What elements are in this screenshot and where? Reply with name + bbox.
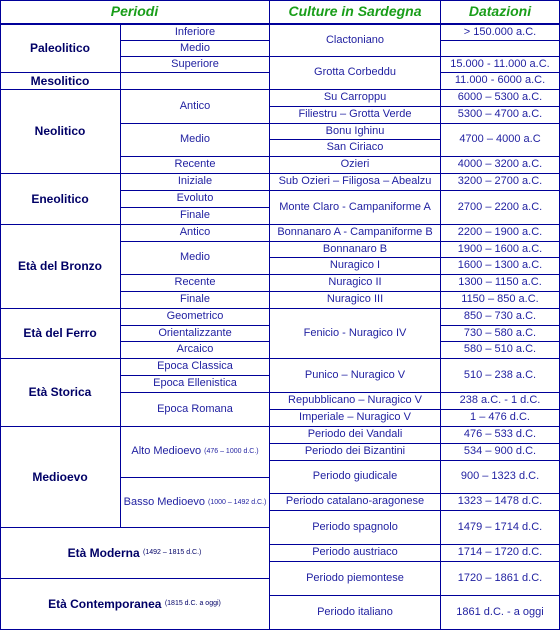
date-cell: 5300 – 4700 a.C. bbox=[441, 107, 560, 124]
culture-cell: Fenicio - Nuragico IV bbox=[270, 309, 441, 359]
subperiod-cell: Epoca Classica bbox=[121, 359, 270, 376]
culture-cell: San Ciriaco bbox=[270, 140, 441, 157]
period-bronzo: Età del Bronzo bbox=[0, 225, 121, 309]
subperiod-cell: Arcaico bbox=[121, 342, 270, 359]
date-cell: 238 a.C. - 1 d.C. bbox=[441, 393, 560, 410]
header-periodi: Periodi bbox=[0, 0, 270, 25]
subperiod-label: Basso Medioevo bbox=[123, 495, 205, 508]
date-cell: 476 – 533 d.C. bbox=[441, 427, 560, 444]
culture-cell: Periodo catalano-aragonese bbox=[270, 494, 441, 511]
subperiod-cell: Antico bbox=[121, 90, 270, 124]
culture-cell: Sub Ozieri – Filigosa – Abealzu bbox=[270, 174, 441, 191]
subperiod-cell: Superiore bbox=[121, 57, 270, 73]
culture-cell: Repubblicano – Nuragico V bbox=[270, 393, 441, 410]
period-storica: Età Storica bbox=[0, 359, 121, 427]
subperiod-cell: Medio bbox=[121, 242, 270, 275]
subperiod-cell: Medio bbox=[121, 124, 270, 157]
subperiod-cell: Epoca Ellenistica bbox=[121, 376, 270, 393]
date-cell: 2200 – 1900 a.C. bbox=[441, 225, 560, 242]
subperiod-cell: Epoca Romana bbox=[121, 393, 270, 427]
date-cell: 580 – 510 a.C. bbox=[441, 342, 560, 359]
period-neolitico: Neolitico bbox=[0, 90, 121, 174]
subperiod-alto-medioevo bbox=[121, 427, 270, 478]
culture-cell: Periodo austriaco bbox=[270, 545, 441, 562]
subperiod-basso-medioevo bbox=[121, 478, 270, 528]
culture-cell: Periodo spagnolo bbox=[270, 511, 441, 545]
culture-cell: Clactoniano bbox=[270, 25, 441, 57]
date-cell: 1150 – 850 a.C. bbox=[441, 292, 560, 309]
period-range: (1815 d.C. a oggi) bbox=[164, 600, 221, 608]
culture-cell: Punico – Nuragico V bbox=[270, 359, 441, 393]
date-cell: 1323 – 1478 d.C. bbox=[441, 494, 560, 511]
culture-cell: Bonnanaro B bbox=[270, 242, 441, 258]
period-moderna bbox=[0, 528, 270, 579]
culture-cell: Ozieri bbox=[270, 157, 441, 174]
period-mesolitico: Mesolitico bbox=[0, 73, 121, 90]
date-cell: 510 – 238 a.C. bbox=[441, 359, 560, 393]
subperiod-cell: Finale bbox=[121, 208, 270, 225]
date-cell: 1900 – 1600 a.C. bbox=[441, 242, 560, 258]
period-contemporanea bbox=[0, 579, 270, 630]
culture-cell: Nuragico III bbox=[270, 292, 441, 309]
date-cell: 1720 – 1861 d.C. bbox=[441, 562, 560, 596]
subperiod-range: (1000 – 1492 d.C.) bbox=[208, 498, 267, 506]
date-cell: 900 – 1323 d.C. bbox=[441, 461, 560, 494]
culture-cell: Su Carroppu bbox=[270, 90, 441, 107]
subperiod-cell: Medio bbox=[121, 41, 270, 57]
culture-cell: Periodo dei Bizantini bbox=[270, 444, 441, 461]
date-cell: 4700 – 4000 a.C bbox=[441, 124, 560, 157]
culture-cell: Periodo piemontese bbox=[270, 562, 441, 596]
subperiod-label: Alto Medioevo bbox=[131, 445, 202, 458]
subperiod-range: (476 – 1000 d.C.) bbox=[204, 448, 259, 456]
date-cell: 1861 d.C. - a oggi bbox=[441, 596, 560, 630]
period-eneolitico: Eneolitico bbox=[0, 174, 121, 225]
date-cell: 1600 – 1300 a.C. bbox=[441, 258, 560, 275]
culture-cell: Filiestru – Grotta Verde bbox=[270, 107, 441, 124]
culture-cell: Nuragico II bbox=[270, 275, 441, 292]
date-cell: 1 – 476 d.C. bbox=[441, 410, 560, 427]
culture-cell: Bonnanaro A - Campaniforme B bbox=[270, 225, 441, 242]
subperiod-cell: Antico bbox=[121, 225, 270, 242]
subperiod-cell: Iniziale bbox=[121, 174, 270, 191]
subperiod-cell: Finale bbox=[121, 292, 270, 309]
period-label: Età Moderna bbox=[67, 545, 140, 560]
date-cell: 15.000 - 11.000 a.C. bbox=[441, 57, 560, 73]
period-label: Età Contemporanea bbox=[48, 596, 162, 611]
subperiod-cell: Inferiore bbox=[121, 25, 270, 41]
subperiod-cell: Evoluto bbox=[121, 191, 270, 208]
date-cell: 534 – 900 d.C. bbox=[441, 444, 560, 461]
date-cell: 1300 – 1150 a.C. bbox=[441, 275, 560, 292]
date-cell: 11.000 - 6000 a.C. bbox=[441, 73, 560, 90]
subperiod-cell-empty bbox=[121, 73, 270, 90]
date-cell: > 150.000 a.C. bbox=[441, 25, 560, 41]
culture-cell: Imperiale – Nuragico V bbox=[270, 410, 441, 427]
subperiod-cell: Recente bbox=[121, 157, 270, 174]
subperiod-cell: Geometrico bbox=[121, 309, 270, 326]
header-datazioni: Datazioni bbox=[441, 0, 560, 25]
period-paleolitico: Paleolitico bbox=[0, 25, 121, 73]
culture-cell: Periodo dei Vandali bbox=[270, 427, 441, 444]
date-cell: 850 – 730 a.C. bbox=[441, 309, 560, 326]
period-medioevo: Medioevo bbox=[0, 427, 121, 528]
date-cell: 1479 – 1714 d.C. bbox=[441, 511, 560, 545]
date-cell-empty bbox=[441, 41, 560, 57]
culture-cell: Periodo italiano bbox=[270, 596, 441, 630]
period-range: (1492 – 1815 d.C.) bbox=[142, 549, 202, 557]
period-ferro: Età del Ferro bbox=[0, 309, 121, 359]
culture-cell: Grotta Corbeddu bbox=[270, 57, 441, 90]
date-cell: 6000 – 5300 a.C. bbox=[441, 90, 560, 107]
culture-cell: Nuragico I bbox=[270, 258, 441, 275]
culture-cell: Bonu Ighinu bbox=[270, 124, 441, 140]
header-culture: Culture in Sardegna bbox=[270, 0, 441, 25]
culture-cell: Monte Claro - Campaniforme A bbox=[270, 191, 441, 225]
culture-cell: Periodo giudicale bbox=[270, 461, 441, 494]
date-cell: 4000 – 3200 a.C. bbox=[441, 157, 560, 174]
date-cell: 2700 – 2200 a.C. bbox=[441, 191, 560, 225]
subperiod-cell: Recente bbox=[121, 275, 270, 292]
date-cell: 730 – 580 a.C. bbox=[441, 326, 560, 342]
subperiod-cell: Orientalizzante bbox=[121, 326, 270, 342]
date-cell: 1714 – 1720 d.C. bbox=[441, 545, 560, 562]
date-cell: 3200 – 2700 a.C. bbox=[441, 174, 560, 191]
